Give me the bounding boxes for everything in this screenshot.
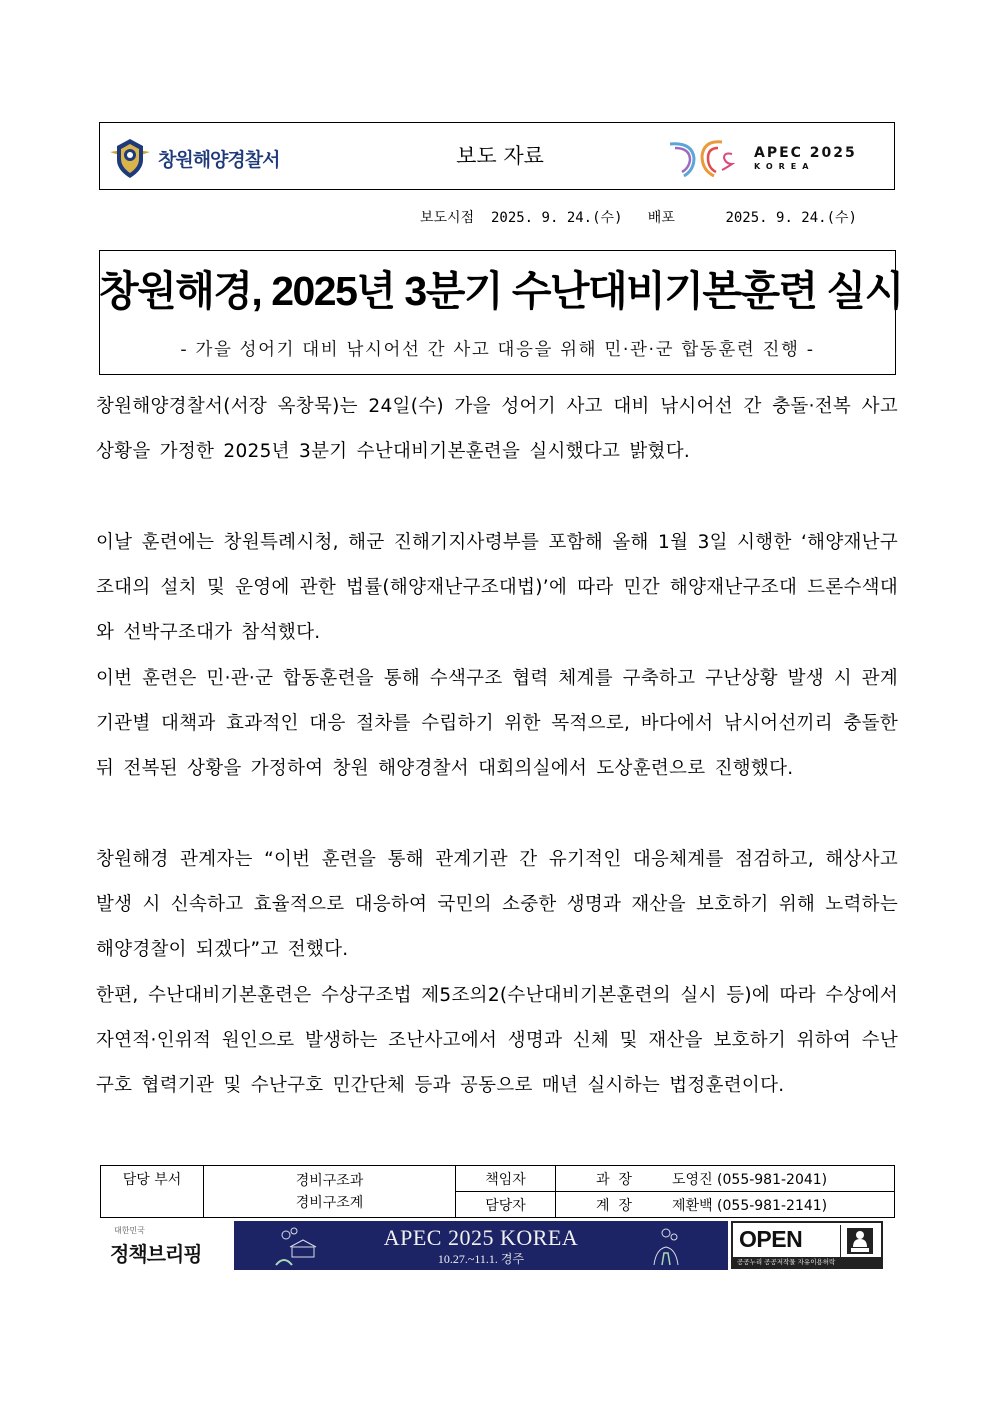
apec-banner-dates: 10.27.~11.1. 경주 bbox=[437, 1252, 525, 1266]
policy-briefing-small-text: 대한민국 bbox=[114, 1226, 145, 1235]
contact-person bbox=[556, 1166, 895, 1192]
apec-banner bbox=[234, 1221, 728, 1270]
apec-logo-title: APEC 2025 bbox=[754, 144, 857, 161]
contact-table bbox=[100, 1165, 895, 1218]
apec-logo bbox=[666, 134, 876, 182]
distribution-label: 배포 bbox=[647, 210, 675, 226]
open-label: OPEN bbox=[739, 1226, 803, 1252]
dateline bbox=[420, 207, 857, 227]
policy-briefing-name: 정책브리핑 bbox=[110, 1242, 202, 1266]
department-names bbox=[204, 1166, 456, 1218]
headline: 창원해경, 2025년 3분기 수난대비기본훈련 실시 bbox=[99, 268, 903, 314]
contact-name-phone: 제환백 (055-981-2141) bbox=[672, 1197, 828, 1214]
distribution-date: 2025. 9. 24.(수) bbox=[725, 210, 857, 226]
open-badge-footer: 공공누리 공공저작물 자유이용허락 bbox=[733, 1257, 881, 1267]
attribution-icon bbox=[840, 1225, 879, 1257]
body-paragraph: 한편, 수난대비기본훈련은 수상구조법 제5조의2(수난대비기본훈련의 실시 등)에 따라 수상에서 자연적·인위적 원인으로 발생하는 조난사고에서 생명과 신체 및 재산을 보호하기 위하여 수난구호 협력기관 및 수난구호 민간단체 등과 공동으로 매년 실시하는 법정훈련이다. bbox=[96, 985, 898, 1096]
contact-name-phone: 도영진 (055-981-2041) bbox=[672, 1171, 828, 1188]
report-time-label: 보도시점 bbox=[420, 210, 475, 226]
report-time-date: 2025. 9. 24.(수) bbox=[490, 210, 623, 226]
body-paragraph: 이번 훈련은 민·관·군 합동훈련을 통해 수색구조 협력 체계를 구축하고 구난상황 발생 시 관계기관별 대책과 효과적인 대응 절차를 수립하기 위한 목적으로, 바다에서 낚시어선끼리 충돌한 뒤 전복된 상황을 가정하여 창원 해양경찰서 대회의실에서 도상훈련으로 진행했다. bbox=[96, 668, 898, 779]
subheadline: - 가을 성어기 대비 낚시어선 간 사고 대응을 위해 민·관·군 합동훈련 진행 - bbox=[180, 340, 815, 360]
department-name: 경비구조계 bbox=[295, 1194, 364, 1211]
org-name: 창원해양경찰서 bbox=[158, 148, 280, 171]
body-paragraph: 창원해경 관계자는 “이번 훈련을 통해 관계기관 간 유기적인 대응체계를 점검하고, 해상사고 발생 시 신속하고 효율적으로 대응하여 국민의 소중한 생명과 재산을 보호하기 위해 노력하는 해양경찰이 되겠다”고 전했다. bbox=[96, 849, 898, 960]
body-paragraph: 이날 훈련에는 창원특례시청, 해군 진해기지사령부를 포함해 올해 1월 3일 시행한 ‘해양재난구조대의 설치 및 운영에 관한 법률(해양재난구조대법)’에 따라 민간 해양재난구조대 드론수색대와 선박구조대가 참석했다. bbox=[96, 532, 898, 643]
contact-title: 과 장 bbox=[596, 1171, 632, 1188]
apec-logo-subtitle: KOREA bbox=[754, 161, 815, 171]
coast-guard-emblem-icon bbox=[108, 136, 152, 180]
org-logo bbox=[108, 135, 318, 181]
contact-title: 계 장 bbox=[596, 1197, 632, 1214]
contact-person bbox=[556, 1192, 895, 1218]
department-label: 담당 부서 bbox=[101, 1166, 204, 1218]
table-row bbox=[101, 1166, 895, 1192]
role-label: 책임자 bbox=[456, 1166, 556, 1192]
apec-emblem-icon bbox=[666, 134, 746, 182]
apec-banner-title: APEC 2025 KOREA bbox=[383, 1225, 579, 1250]
document-type: 보도 자료 bbox=[456, 144, 544, 168]
policy-briefing-logo bbox=[110, 1225, 230, 1269]
body-paragraph: 창원해양경찰서(서장 옥창묵)는 24일(수) 가을 성어기 사고 대비 낚시어선 간 충돌·전복 사고 상황을 가정한 2025년 3분기 수난대비기본훈련을 실시했다고 밝혔다. bbox=[96, 396, 898, 462]
person-icon bbox=[841, 1225, 879, 1257]
kogl-open-badge bbox=[731, 1221, 883, 1269]
department-name: 경비구조과 bbox=[295, 1172, 364, 1189]
role-label: 담당자 bbox=[456, 1192, 556, 1218]
